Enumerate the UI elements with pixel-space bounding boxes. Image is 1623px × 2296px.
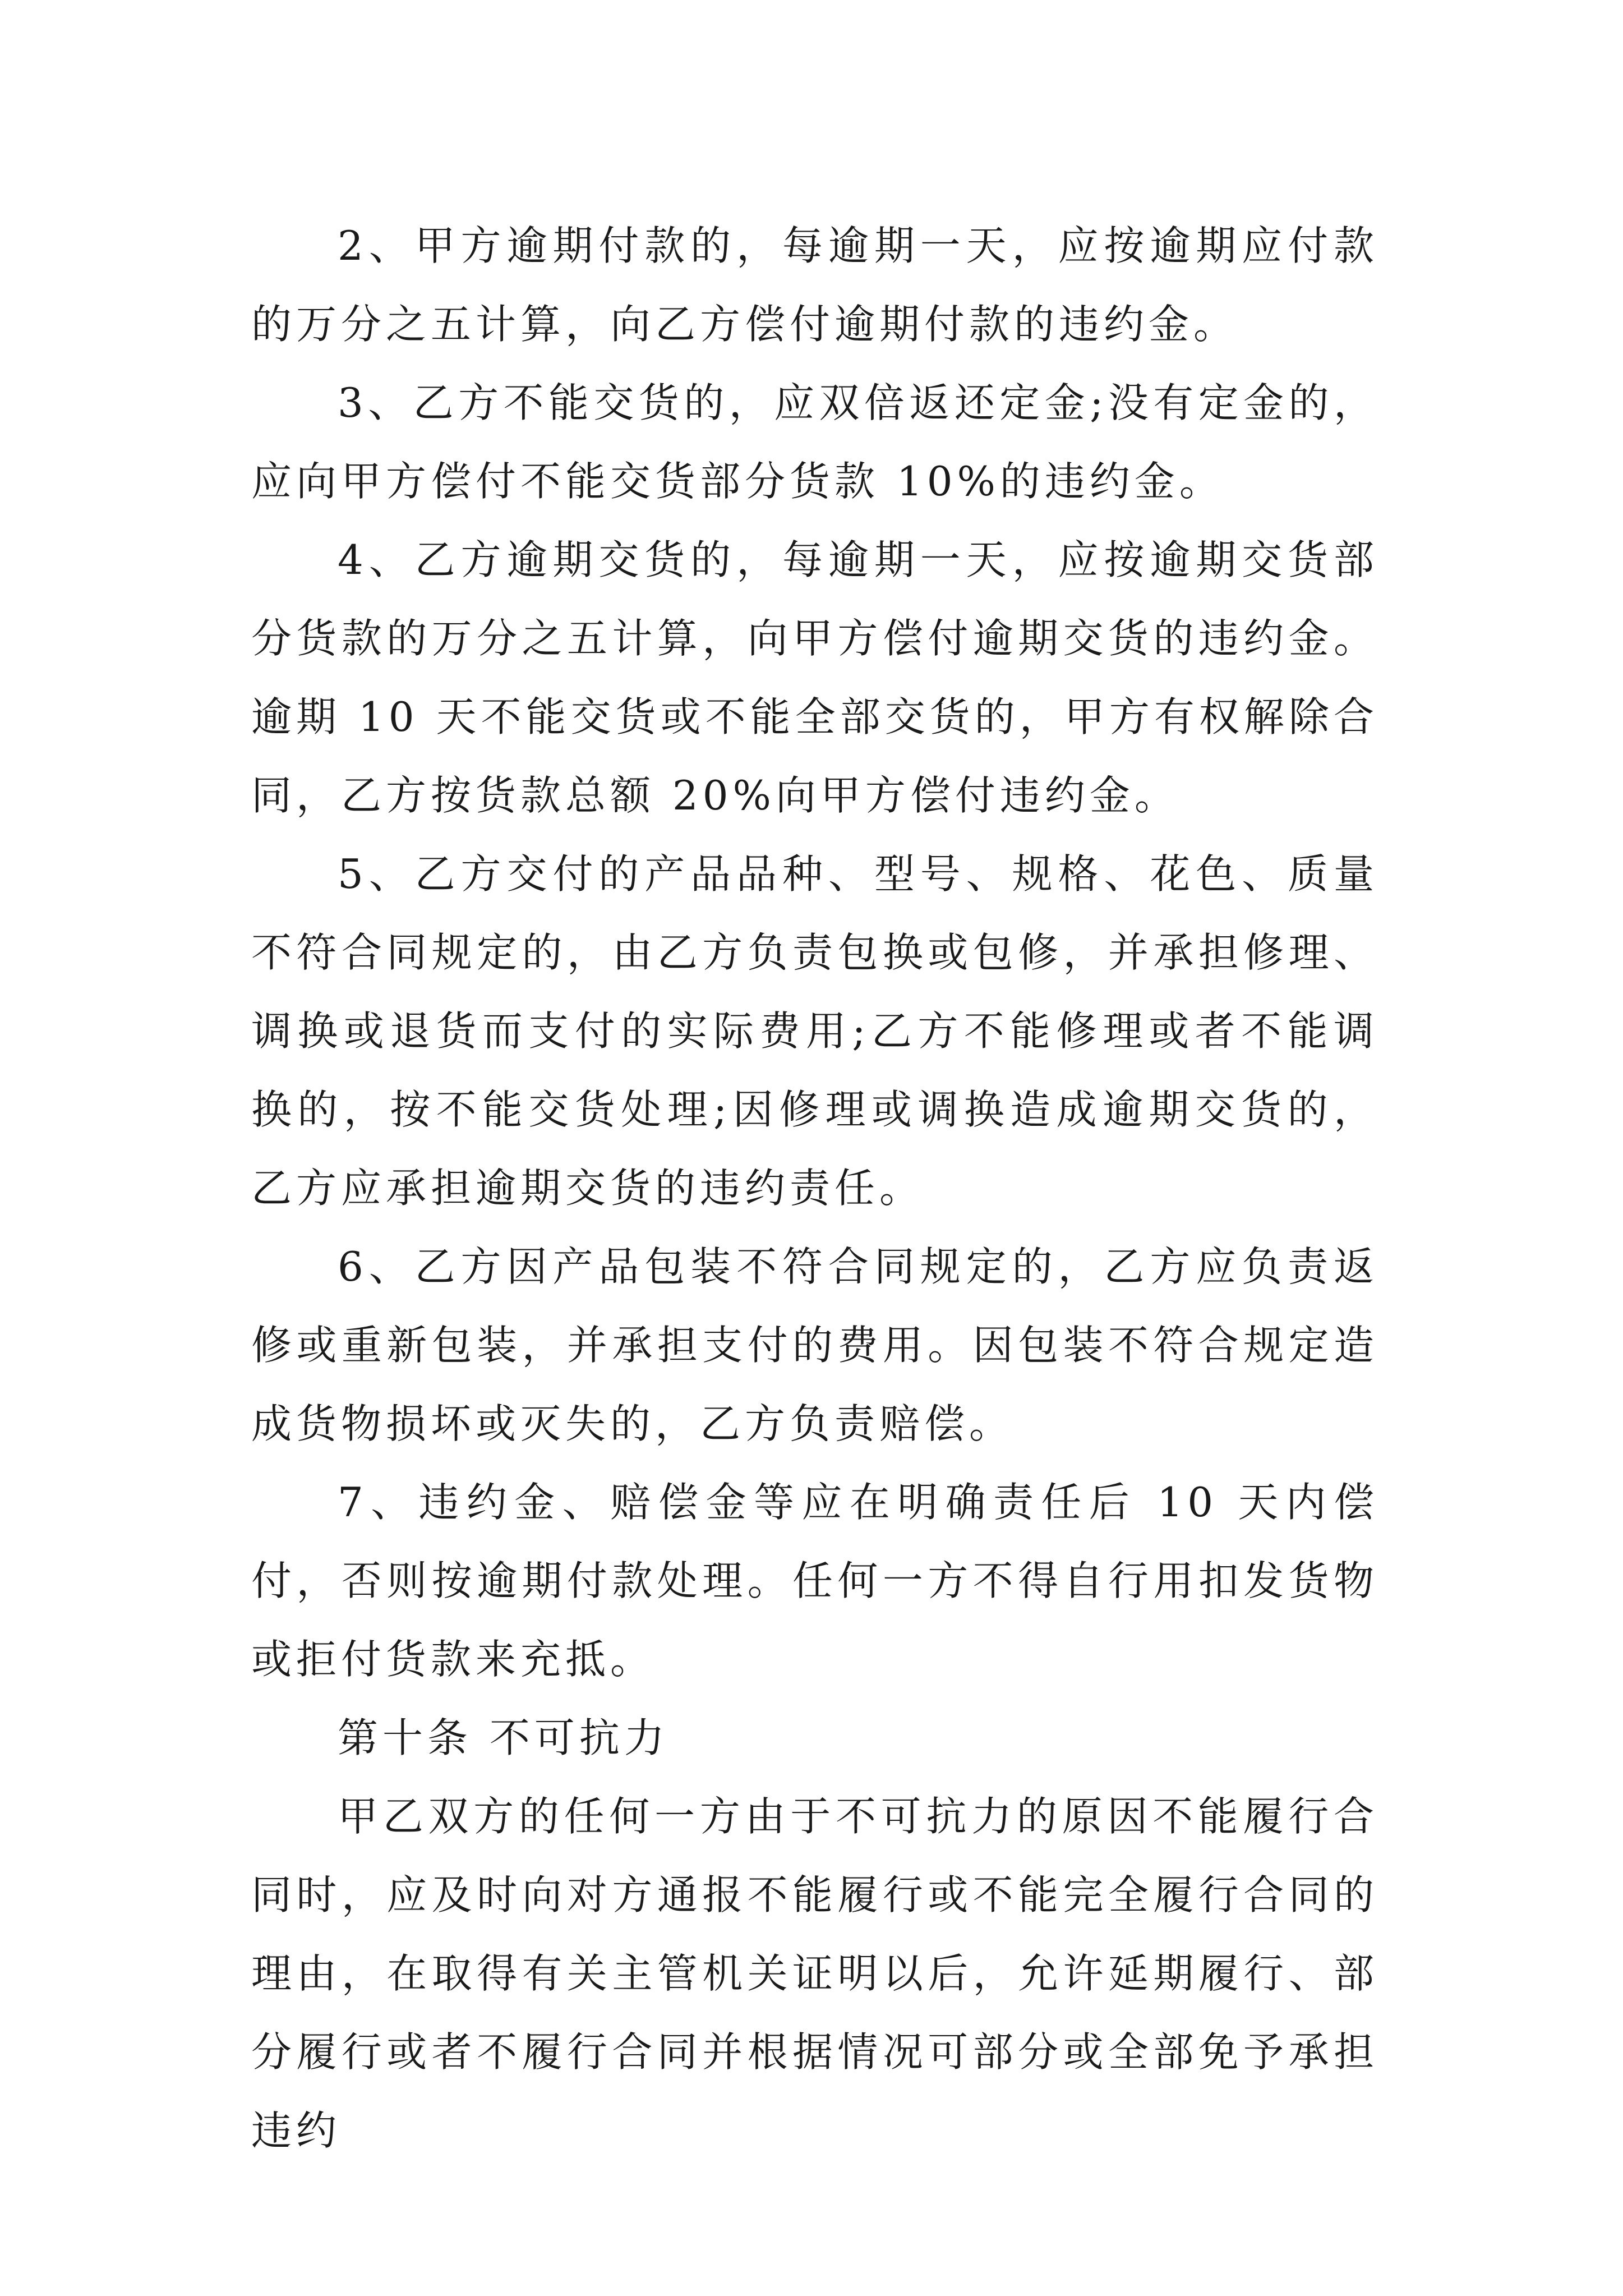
section-heading: 第十条 不可抗力 [338,1714,669,1761]
clause-paragraph-7: 7、违约金、赔偿金等应在明确责任后 10 天内偿付，否则按逾期付款处理。任何一方不得自行用扣发货物或拒付货款来充抵。 [251,1479,1378,1683]
clause-paragraph-6: 6、乙方因产品包装不符合同规定的，乙方应负责返修或重新包装，并承担支付的费用。因包装不符合规定造成货物损坏或灭失的，乙方负责赔偿。 [251,1243,1378,1447]
clause-paragraph-3: 3、乙方不能交货的，应双倍返还定金;没有定金的，应向甲方偿付不能交货部分货款 10%的违约金。 [251,379,1378,505]
document-body [251,206,1378,2170]
clause-paragraph-4: 4、乙方逾期交货的，每逾期一天，应按逾期交货部分货款的万分之五计算，向甲方偿付逾期交货的违约金。逾期 10 天不能交货或不能全部交货的，甲方有权解除合同，乙方按货款总额 20%向甲方偿付违约金。 [251,536,1378,819]
clause-paragraph-2: 2、甲方逾期付款的，每逾期一天，应按逾期应付款的万分之五计算，向乙方偿付逾期付款的违约金。 [251,222,1378,348]
clause-paragraph-5: 5、乙方交付的产品品种、型号、规格、花色、质量不符合同规定的，由乙方负责包换或包修，并承担修理、调换或退货而支付的实际费用;乙方不能修理或者不能调换的，按不能交货处理;因修理或调换造成逾期交货的，乙方应承担逾期交货的违约责任。 [251,850,1378,1212]
section-paragraph: 甲乙双方的任何一方由于不可抗力的原因不能履行合同时，应及时向对方通报不能履行或不能完全履行合同的理由，在取得有关主管机关证明以后，允许延期履行、部分履行或者不履行合同并根据情况可部分或全部免予承担违约 [251,1793,1378,2154]
